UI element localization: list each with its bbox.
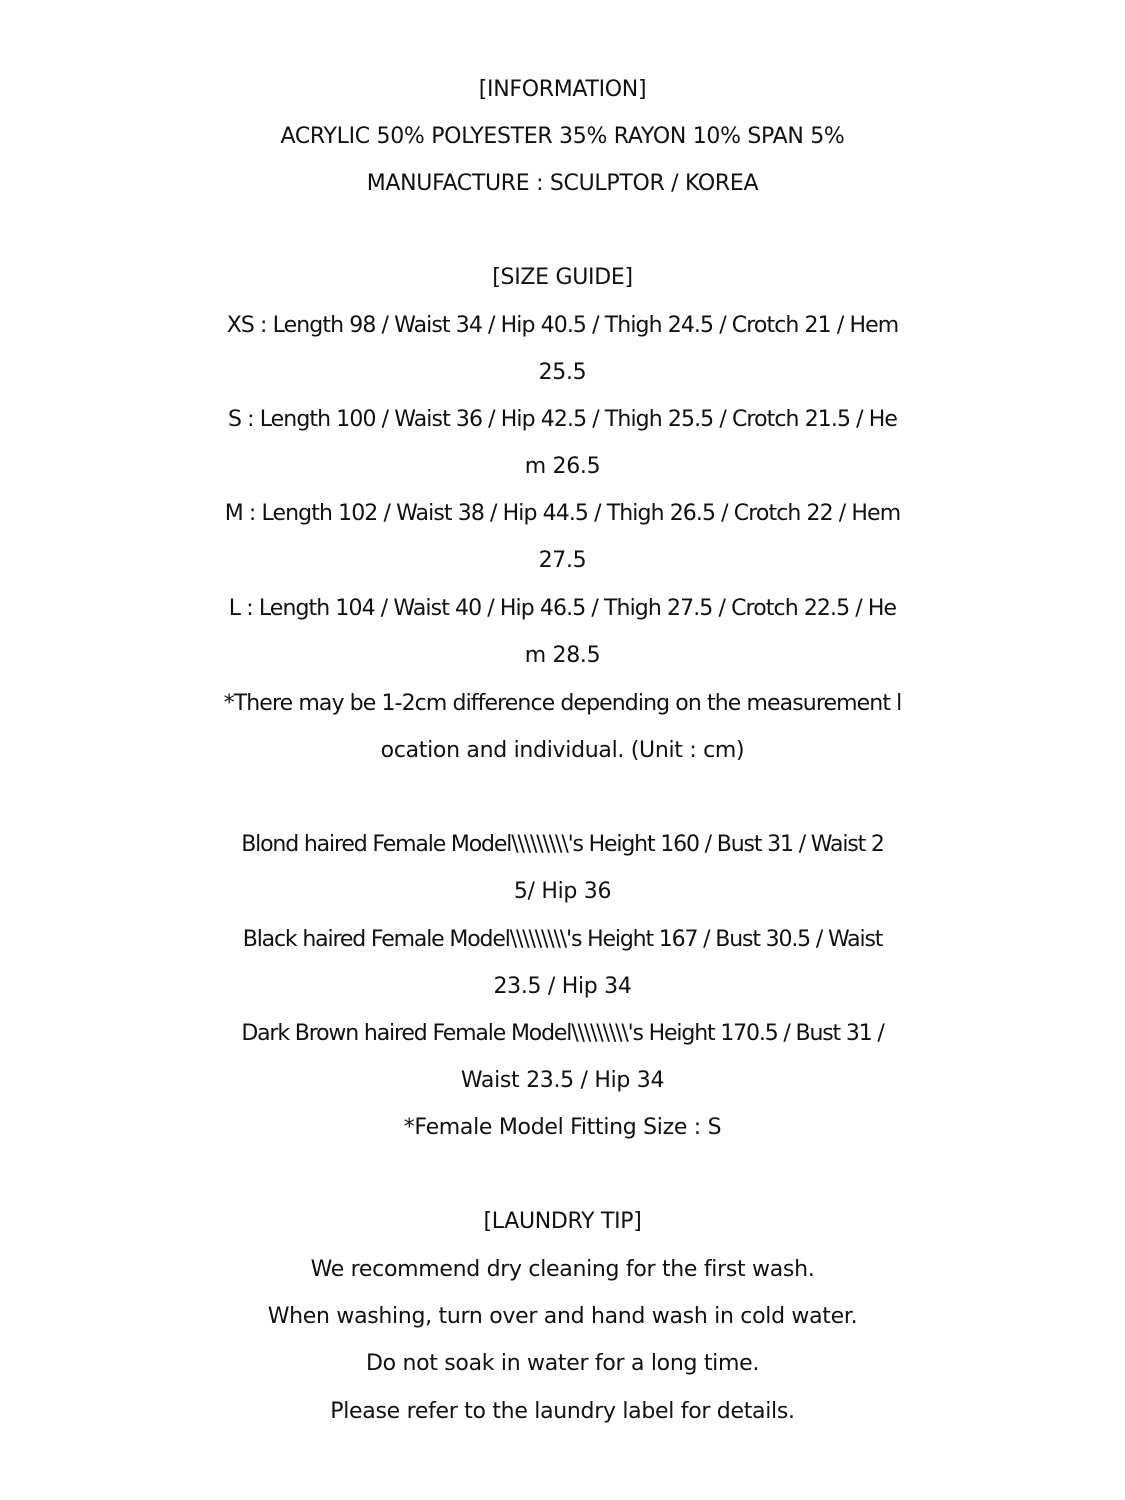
model-darkbrown-line2: Waist 23.5 / Hip 34 [460, 1068, 665, 1093]
size-note-line1: *There may be 1-2cm difference depending on the measurement l [223, 691, 902, 716]
size-note-line2: ocation and individual. (Unit : cm) [380, 738, 745, 763]
laundry-tip-3: Do not soak in water for a long time. [365, 1351, 760, 1376]
laundry-tip-2: When washing, turn over and hand wash in cold water. [267, 1304, 858, 1329]
manufacture-text: MANUFACTURE : SCULPTOR / KOREA [366, 171, 759, 196]
model-darkbrown-line1: Dark Brown haired Female Model\\\\\\\\\'s Height 170.5 / Bust 31 / [241, 1021, 884, 1046]
size-s-line1: S : Length 100 / Waist 36 / Hip 42.5 / Thigh 25.5 / Crotch 21.5 / He [227, 407, 898, 432]
model-black-line1: Black haired Female Model\\\\\\\\\'s Height 167 / Bust 30.5 / Waist [242, 927, 883, 952]
model-fitting-size: *Female Model Fitting Size : S [403, 1115, 722, 1140]
size-s-line2: m 26.5 [524, 454, 601, 479]
model-black-line2: 23.5 / Hip 34 [493, 974, 632, 999]
size-xs-line2: 25.5 [538, 360, 587, 385]
model-blond-line1: Blond haired Female Model\\\\\\\\\'s Height 160 / Bust 31 / Waist 2 [241, 832, 884, 857]
composition-text: ACRYLIC 50% POLYESTER 35% RAYON 10% SPAN 5% [280, 124, 845, 149]
information-heading: [INFORMATION] [478, 77, 647, 102]
laundry-heading: [LAUNDRY TIP] [483, 1209, 642, 1234]
size-xs-line1: XS : Length 98 / Waist 34 / Hip 40.5 / Thigh 24.5 / Crotch 21 / Hem [226, 313, 899, 338]
size-m-line2: 27.5 [538, 548, 587, 573]
size-l-line2: m 28.5 [524, 643, 601, 668]
model-blond-line2: 5/ Hip 36 [513, 879, 612, 904]
laundry-tip-1: We recommend dry cleaning for the first wash. [310, 1257, 815, 1282]
laundry-tip-4: Please refer to the laundry label for details. [330, 1399, 795, 1424]
size-guide-heading: [SIZE GUIDE] [492, 265, 633, 290]
size-m-line1: M : Length 102 / Waist 38 / Hip 44.5 / Thigh 26.5 / Crotch 22 / Hem [224, 501, 901, 526]
size-l-line1: L : Length 104 / Waist 40 / Hip 46.5 / Thigh 27.5 / Crotch 22.5 / He [228, 596, 897, 621]
